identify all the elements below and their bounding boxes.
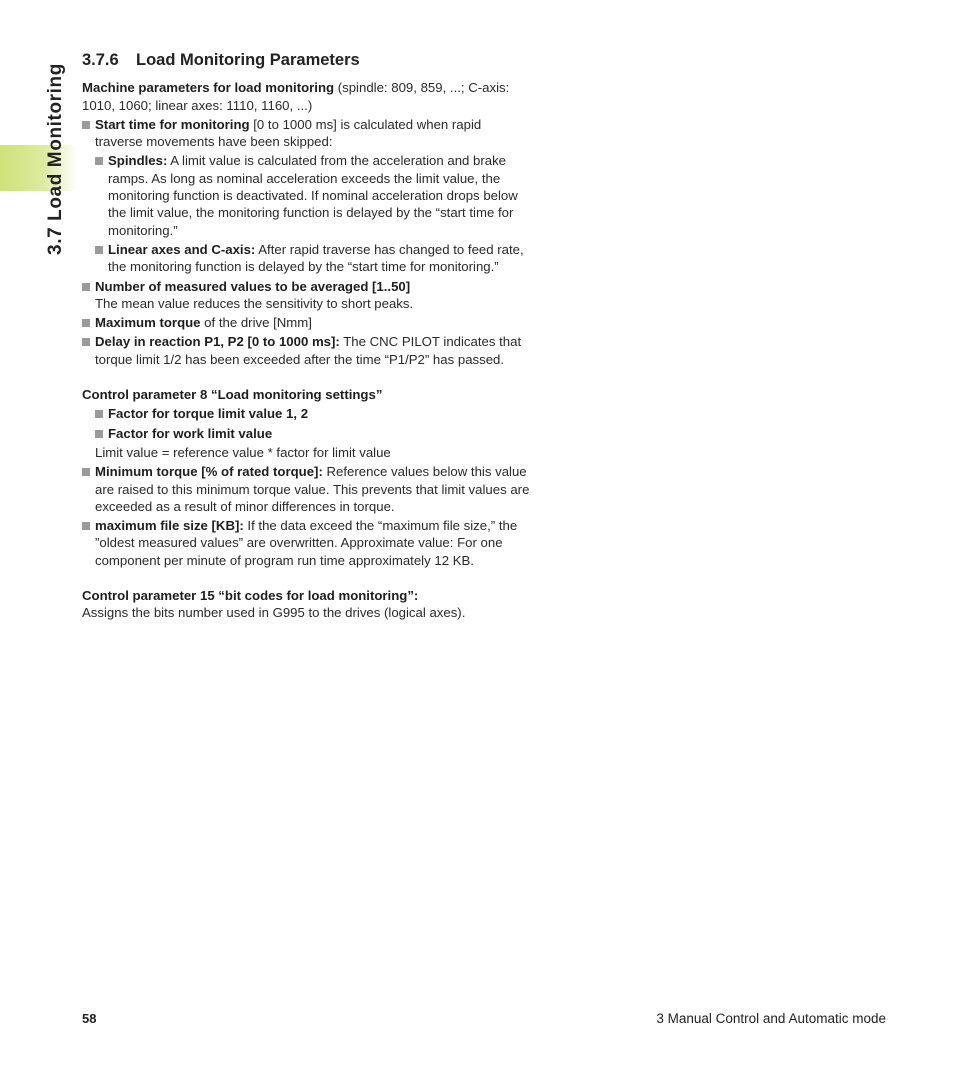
- page-number: 58: [82, 1011, 97, 1026]
- min-torque-label: Minimum torque [% of rated torque]:: [95, 464, 323, 480]
- spindles-text: A limit value is calculated from the acceleration and brake ramps. As long as nominal acceleration exceeds the limit value, the monitoring function is deactivated. If nominal acceleration drops below the limit value, the monitoring function is delayed by the “start time for monitoring.”: [108, 153, 518, 238]
- list-item-spindles: [95, 152, 532, 238]
- machine-params-detail: (spindle: 809, 859, ...; C-axis: 1010, 1060; linear axes: 1110, 1160, ...): [82, 80, 510, 113]
- cp15-text: Assigns the bits number used in G995 to the drives (logical axes).: [82, 605, 466, 621]
- machine-params-intro: [82, 79, 532, 114]
- cp8-heading: Control parameter 8 “Load monitoring settings”: [82, 387, 383, 403]
- list-item-max-torque: [82, 314, 532, 331]
- section-number: 3.7.6: [82, 51, 119, 69]
- list-item-averaged: [82, 278, 532, 313]
- spindles-label: Spindles:: [108, 153, 168, 169]
- side-tab-title: 3.7 Load Monitoring: [45, 63, 66, 255]
- linear-axes-label: Linear axes and C-axis:: [108, 241, 256, 257]
- max-file-label: maximum file size [KB]:: [95, 518, 244, 534]
- chapter-title: 3 Manual Control and Automatic mode: [656, 1011, 886, 1026]
- limit-formula: Limit value = reference value * factor for limit value: [95, 444, 391, 460]
- max-file-text: If the data exceed the “maximum file size,” the ”oldest measured values” are overwritten. Approximate value: For one component per minute of program run time approximately 12 KB.: [95, 518, 518, 568]
- delay-text: The CNC PILOT indicates that torque limit 1/2 has been exceeded after the time “P1/P2” has passed.: [95, 334, 522, 367]
- list-item-linear-axes: [95, 241, 532, 276]
- section-heading: [82, 52, 532, 69]
- delay-label: Delay in reaction P1, P2 [0 to 1000 ms]:: [95, 334, 340, 350]
- max-torque-text: of the drive [Nmm]: [200, 315, 312, 331]
- linear-axes-text: After rapid traverse has changed to feed rate, the monitoring function is delayed by the “start time for monitoring.”: [108, 241, 524, 275]
- list-item-delay: [82, 333, 532, 368]
- start-time-label: Start time for monitoring: [95, 116, 250, 132]
- list-item-factor-torque: Factor for torque limit value 1, 2: [95, 405, 532, 422]
- machine-params-heading: Machine parameters for load monitoring: [82, 80, 335, 96]
- min-torque-text: Reference values below this value are raised to this minimum torque value. This prevents that limit values are exceeded as a result of minor differences in torque.: [95, 464, 530, 514]
- section-title: Load Monitoring Parameters: [136, 51, 360, 69]
- start-time-text: [0 to 1000 ms] is calculated when rapid traverse movements have been skipped:: [95, 116, 482, 150]
- max-torque-label: Maximum torque: [95, 315, 201, 331]
- cp15-heading: Control parameter 15 “bit codes for load monitoring”:: [82, 588, 419, 604]
- averaged-text: The mean value reduces the sensitivity to short peaks.: [95, 295, 414, 311]
- list-item-factor-work: Factor for work limit value: [95, 425, 532, 442]
- averaged-label: Number of measured values to be averaged [1..50]: [95, 278, 411, 294]
- list-item-min-torque: [82, 463, 532, 515]
- list-item-max-file: [82, 517, 532, 569]
- page-content: [82, 52, 532, 622]
- list-item-start-time: [82, 116, 532, 151]
